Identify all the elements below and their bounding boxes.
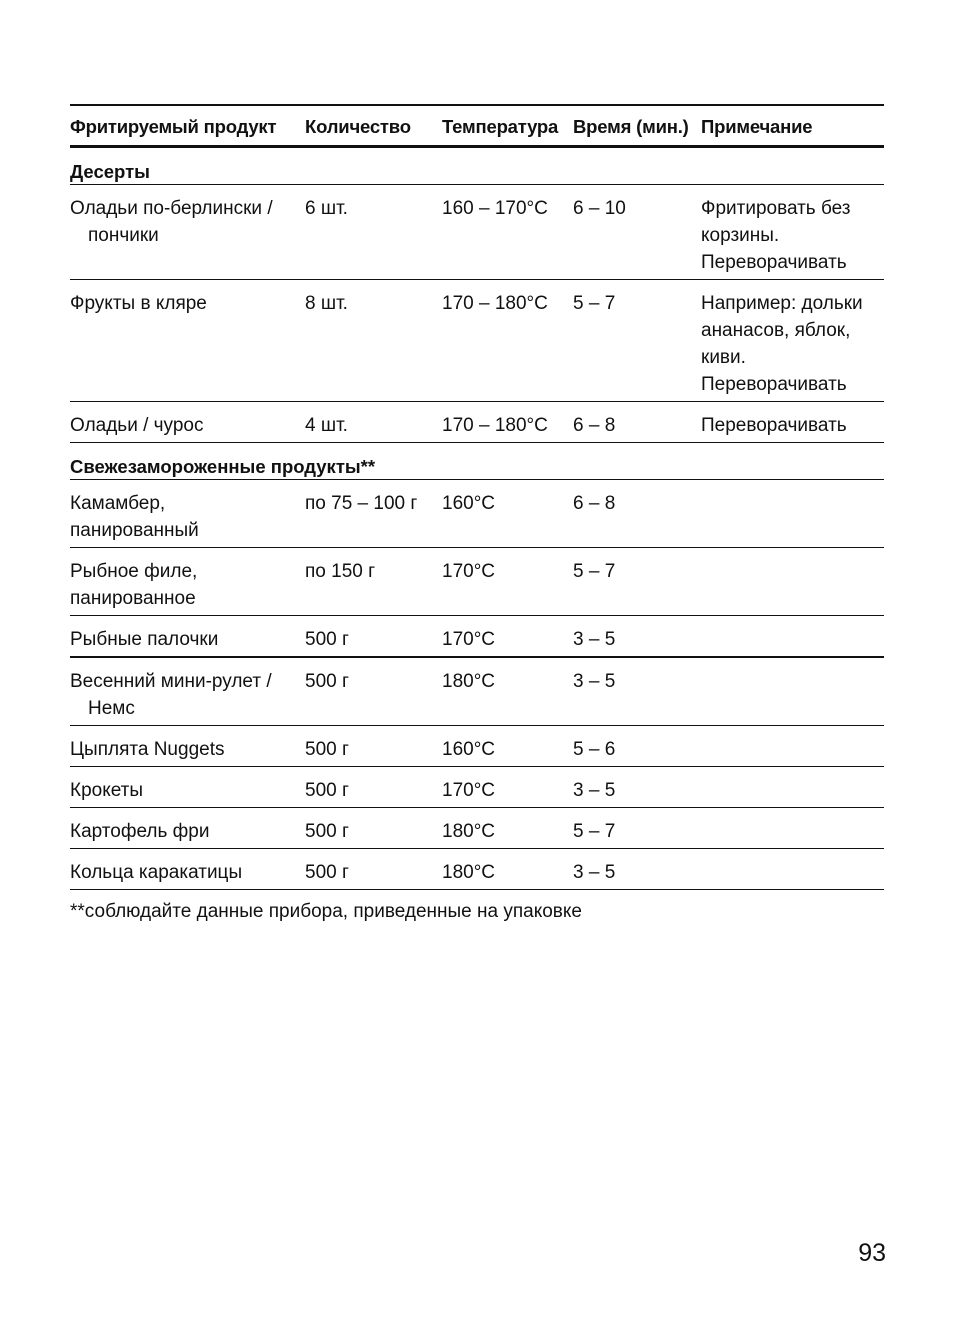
page-number: 93 <box>858 1239 886 1267</box>
table-row <box>70 185 884 280</box>
cell-temperature: 180°C <box>442 821 496 842</box>
cell-time: 3 – 5 <box>573 629 616 650</box>
cell-temperature: 160°C <box>442 493 496 514</box>
table-row <box>70 657 884 726</box>
cell-quantity: 500 г <box>305 821 349 842</box>
cell-product <box>70 185 305 280</box>
cell-product <box>70 548 305 616</box>
cell-temperature: 170°C <box>442 780 496 801</box>
cell-temperature: 160°C <box>442 739 496 760</box>
note-line: Переворачивать <box>701 252 847 273</box>
cell-product <box>70 616 305 658</box>
document-page <box>70 104 884 924</box>
product-line: Кольца каракатицы <box>70 862 243 883</box>
cell-quantity: 4 шт. <box>305 415 348 436</box>
product-line: пончики <box>88 225 159 246</box>
cell-quantity: 500 г <box>305 739 349 760</box>
cell-product <box>70 767 305 808</box>
product-line: Рыбное филе, <box>70 561 198 582</box>
table-row <box>70 726 884 767</box>
cell-note <box>701 808 884 849</box>
cell-note <box>701 280 884 402</box>
note-line: Например: дольки <box>701 293 863 314</box>
product-line: Картофель фри <box>70 821 210 842</box>
cell-quantity: 500 г <box>305 671 349 692</box>
cell-quantity: 500 г <box>305 629 349 650</box>
product-line: Оладьи / чурос <box>70 415 204 436</box>
cell-product <box>70 657 305 726</box>
header-temperature: Температура <box>442 116 559 137</box>
cell-temperature: 180°C <box>442 671 496 692</box>
frying-table <box>70 104 884 890</box>
product-line: Оладьи по-берлински / <box>70 198 273 219</box>
cell-time: 3 – 5 <box>573 780 616 801</box>
cell-time: 3 – 5 <box>573 671 616 692</box>
product-line: Крокеты <box>70 780 144 801</box>
table-row <box>70 808 884 849</box>
cell-time: 6 – 10 <box>573 198 626 219</box>
cell-quantity: по 150 г <box>305 561 376 582</box>
cell-product <box>70 402 305 443</box>
note-line: ананасов, яблок, <box>701 320 851 341</box>
footnote: **соблюдайте данные прибора, приведенные на упаковке <box>70 901 582 922</box>
cell-product <box>70 726 305 767</box>
cell-quantity: 8 шт. <box>305 293 348 314</box>
table-row <box>70 548 884 616</box>
cell-note <box>701 185 884 280</box>
cell-note <box>701 402 884 443</box>
section-title: Свежезамороженные продукты** <box>70 456 376 477</box>
cell-time: 5 – 7 <box>573 293 616 314</box>
note-line: Переворачивать <box>701 415 847 436</box>
note-line: киви. <box>701 347 746 368</box>
table-row <box>70 402 884 443</box>
table-row <box>70 280 884 402</box>
section-row <box>70 147 884 185</box>
product-line: Рыбные палочки <box>70 629 219 650</box>
cell-note <box>701 480 884 548</box>
product-line: Фрукты в кляре <box>70 293 207 314</box>
cell-temperature: 160 – 170°C <box>442 198 548 219</box>
cell-product <box>70 808 305 849</box>
cell-note <box>701 849 884 890</box>
cell-time: 6 – 8 <box>573 493 616 514</box>
cell-quantity: 6 шт. <box>305 198 348 219</box>
cell-temperature: 180°C <box>442 862 496 883</box>
product-line: Весенний мини-рулет / <box>70 671 272 692</box>
table-header-row <box>70 105 884 147</box>
cell-time: 6 – 8 <box>573 415 616 436</box>
cell-product <box>70 280 305 402</box>
cell-temperature: 170 – 180°C <box>442 293 548 314</box>
table-row <box>70 616 884 658</box>
header-note: Примечание <box>701 116 813 137</box>
table-row <box>70 480 884 548</box>
section-title: Десерты <box>70 161 150 182</box>
cell-temperature: 170°C <box>442 629 496 650</box>
product-line: панированное <box>70 588 196 609</box>
header-quantity: Количество <box>305 116 411 137</box>
note-line: Фритировать без <box>701 198 851 219</box>
cell-quantity: 500 г <box>305 780 349 801</box>
cell-time: 5 – 7 <box>573 561 616 582</box>
cell-quantity: по 75 – 100 г <box>305 493 418 514</box>
cell-temperature: 170°C <box>442 561 496 582</box>
product-line: Камамбер, <box>70 493 166 514</box>
cell-product <box>70 480 305 548</box>
product-line: Цыплята Nuggets <box>70 739 225 760</box>
header-product: Фритируемый продукт <box>70 116 277 137</box>
cell-quantity: 500 г <box>305 862 349 883</box>
note-line: корзины. <box>701 225 780 246</box>
cell-time: 5 – 6 <box>573 739 616 760</box>
cell-note <box>701 548 884 616</box>
cell-product <box>70 849 305 890</box>
cell-time: 3 – 5 <box>573 862 616 883</box>
cell-temperature: 170 – 180°C <box>442 415 548 436</box>
section-row <box>70 443 884 480</box>
product-line: Немс <box>88 698 135 719</box>
product-line: панированный <box>70 520 199 541</box>
note-line: Переворачивать <box>701 374 847 395</box>
cell-note <box>701 657 884 726</box>
cell-note <box>701 726 884 767</box>
cell-time: 5 – 7 <box>573 821 616 842</box>
cell-note <box>701 616 884 658</box>
table-row <box>70 767 884 808</box>
cell-note <box>701 767 884 808</box>
header-time: Время (мин.) <box>573 116 689 137</box>
table-body <box>70 147 884 890</box>
table-row <box>70 849 884 890</box>
